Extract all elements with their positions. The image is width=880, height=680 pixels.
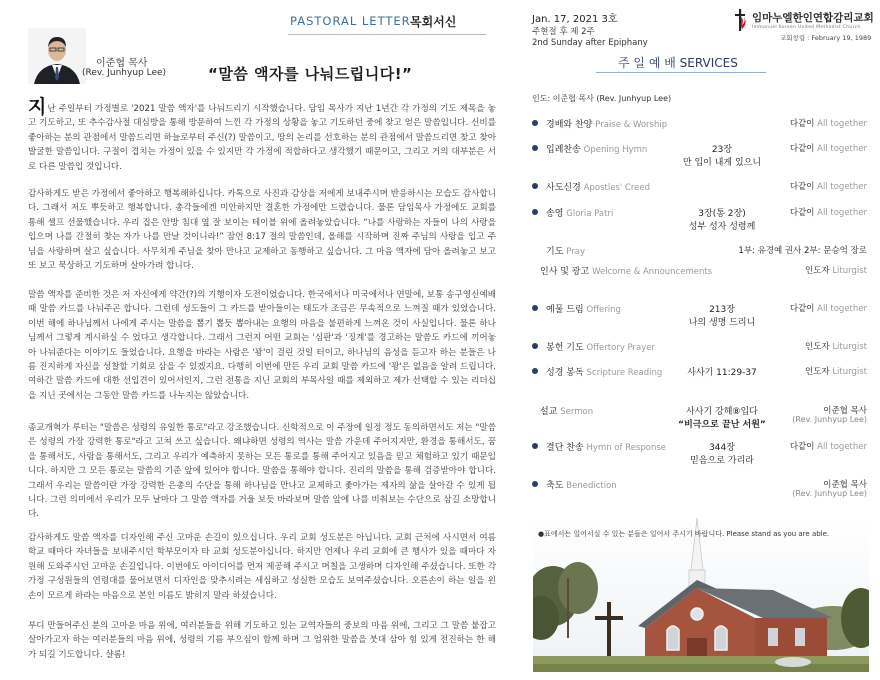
- order-item: [532, 440, 867, 466]
- item-by-en: Liturgist: [832, 266, 867, 276]
- item-by-en: All together: [817, 208, 867, 218]
- item-en: Offering: [586, 305, 621, 315]
- item-en: Opening Hymn: [583, 145, 648, 155]
- item-ko: 봉헌 기도: [546, 343, 584, 353]
- liturgical-week-en: 2nd Sunday after Epiphany: [532, 38, 648, 48]
- item-ko: 예물 드림: [546, 305, 584, 315]
- item-by: 다같이: [789, 208, 815, 218]
- pastor-name: 이준협 목사: [96, 58, 148, 69]
- item-by: 다같이: [789, 182, 815, 192]
- sermon-title: “비극으로 끝난 서원”: [678, 420, 766, 430]
- church-name: 임마누엘한인연합감리교회: [752, 12, 874, 24]
- item-by-en: (Rev. Junhyup Lee): [792, 489, 867, 498]
- item-by-en: All together: [817, 304, 867, 314]
- order-item: [532, 142, 867, 168]
- letter-paragraph-5: 감사하게도 말씀 액자를 디자인해 주신 고마운 손길이 있으십니다. 우리 교회 성도분은 아닙니다. 교회 근처에 사시면서 여름학교 때마다 자녀들을 보내주시던 학부모이자 타 교회 성도분이십니다. 하지만 언제나 우리 교회에 큰 행사가 있을 때마다 자원해 도와주시던 고마운 손길입니다. 이번에도 아이디어를 먼저 제공해 주시고 며칠을 고생하며 디자인해 주셨습니다. 또한 각 가정 구성원들의 연령대를 물어보면서 디자인을 맞추시려는 세심하고 성실한 모습도 보여주셨습니다. 오른손이 하는 일을 왼손이 모르게 하라는 마음으로 본인 이름도 밝히지 말라 하셨습니다.: [28, 533, 496, 601]
- item-by: 인도자: [804, 266, 830, 276]
- item-en: Praise & Worship: [595, 120, 668, 130]
- item-by: 인도자: [804, 367, 830, 377]
- bulletin-date: Jan. 17, 2021 3호: [532, 14, 618, 25]
- letter-paragraph-6: 부디 만들어주신 분의 고마운 마음 위에, 여러분들을 위해 기도하고 있는 교역자들의 중보의 마음 위에, 그리고 그 말씀 붙잡고 살아가고자 하는 여러분들의 마음 위에, 성령의 기름 부으심이 함께 하며 그 엄위한 말씀을 붓대 삼아 힘 있게 전진하는 한 해가 되길 기도합니다. 샬롬!: [28, 621, 496, 660]
- stand-bullet-icon: [532, 183, 538, 189]
- letter-paragraph-2: 감사하게도 받은 가정에서 좋아하고 행복해하십니다. 카톡으로 사진과 감상을 저에게 보내주시며 반응하시는 모습도 감사합니다. 그래서 저도 뿌듯하고 행복합니다. 총각들에겐 미안하지만 결혼한 가정에만 드렸습니다. 물론 담임목사 가정에도 교회를 통해 셀프 선물했습니다. 우리 집은 안방 침대 옆 잘 보이는 테이블 위에 올려놓았습니다. “나를 사랑하는 자들이 나의 사랑을 입으며 나를 간절히 찾는 자가 나를 만날 것이니라!” 잠언 8:17 절의 말씀인데, 올해를 시작하며 진짜 주님의 사랑을 입고 주님을 사랑하며 살고 싶습니다. 사무치게 주님을 찾아 만나고 교제하고 동행하고 싶습니다. 그 마음 액자에 담아 올려놓고 보고 또 보고 묵상하고 기도하며 살아가려 합니다.: [28, 189, 496, 272]
- letter-heading-en: PASTORAL LETTER: [290, 14, 411, 28]
- item-by-en: Liturgist: [832, 367, 867, 377]
- item-by: 다같이: [789, 304, 815, 314]
- order-item: [532, 180, 867, 200]
- order-item: [532, 244, 867, 264]
- hymn-number: 23장: [711, 145, 733, 155]
- item-en: Offertory Prayer: [586, 343, 655, 353]
- church-building-photo: [533, 518, 869, 672]
- hymn-title: 만 입이 내게 있으니: [682, 158, 762, 168]
- sermon-series: 사사기 강해⑧입다: [686, 407, 758, 417]
- order-item: [532, 340, 867, 360]
- item-by: 다같이: [789, 119, 815, 129]
- hymn-title: 성부 성자 성령께: [688, 222, 756, 232]
- stand-bullet-icon: [532, 120, 538, 126]
- item-by-en: All together: [817, 442, 867, 452]
- hymn-title: 믿음으로 가리라: [690, 456, 754, 466]
- service-leader: 인도: 이준협 목사 (Rev. Junhyup Lee): [532, 94, 672, 103]
- stand-notice: ●표에서는 일어서실 수 있는 분들은 일어서 주시기 바랍니다. Please stand as you are able.: [538, 530, 830, 538]
- item-ko: 성경 봉독: [546, 368, 584, 378]
- order-item: [532, 478, 867, 508]
- item-en: Hymn of Response: [586, 443, 667, 453]
- hymn-number: 3장(통 2장): [698, 209, 746, 219]
- liturgical-week: 주현절 후 제 2주: [532, 27, 595, 37]
- item-by-en: All together: [817, 182, 867, 192]
- letter-title: “말씀 액자를 나눠드립니다!”: [208, 65, 413, 83]
- services-title: 주 일 예 배 SERVICES: [618, 56, 738, 70]
- item-en: Scripture Reading: [586, 368, 663, 378]
- item-ko: 입례찬송: [546, 145, 581, 155]
- stand-bullet-icon: [532, 209, 538, 215]
- letter-paragraph-4: 종교개혁가 루터는 "말씀은 성령의 유일한 통로"라고 강조했습니다. 신학적으로 이 주장에 일정 정도 동의하면서도 저는 "말씀은 성령의 가장 강력한 통로"라고 고쳐 쓰고 싶습니다. 왜냐하면 성령의 역사는 말씀 가운데 주어지지만, 환경을 통해서도, 꿈을 통해서도, 사람을 통해서도, 그리고 우리가 예측하지 못하는 모든 통로를 통해 주어지고 있음을 믿고 체험하고 있기 때문입니다. 하지만 그 모든 통로는 말씀의 기준 앞에 있어야 합니다. 말씀을 통해야 합니다. 진리의 말씀을 통해 검증받아야 합니다. 그래서 우리는 말씀이란 가장 강력한 은총의 수단을 통해 하나님을 만나고 교제하고 좇아가는 제자의 삶을 살아갈 수 있게 됩니다. 그런 의미에서 우리가 모두 날마다 그 말씀 액자를 거울 보듯 바라보며 말씀 앞에 나를 비춰보는 수단으로 삼길 소망합니다.: [28, 423, 496, 520]
- item-en: Pray: [566, 247, 585, 257]
- item-by: 이준협 목사: [823, 406, 867, 416]
- item-en: Apostles' Creed: [583, 183, 650, 193]
- stand-bullet-icon: [532, 443, 538, 449]
- order-item: [532, 404, 867, 434]
- services-divider: [596, 72, 766, 73]
- hymn-title: 나의 생명 드리니: [688, 318, 756, 328]
- stand-bullet-icon: [532, 305, 538, 311]
- letter-paragraph-3: 말씀 액자를 준비한 것은 저 자신에게 약간(?)의 기행이자 도전이었습니다. 한국에서나 미국에서나 연말에, 보통 송구영신예배 때 말씀 카드를 나눠주곤 합니다. 그런데 성도들이 그 카드를 받아들이는 태도가 조금은 무속적으로 느껴질 때가 있었습니다. 이번 해에 하나님께서 나에게 주시는 말씀을 뽑기 뽑듯 뽑아내는 요행의 마음을 불편하게 느껴온 것이 사실입니다. 물론 하나님께서 그렇게 계시하실 수 었다고 생각합니다. 그래서 그런지 어떤 교회는 '심판'과 '징계'를 경고하는 말씀도 카드에 끼어놓아 나눠준다는 이야기도 들었습니다. 요행을 바라는 사람은 '꽝'이 걸린 것일 터이고, 하나님의 음성을 듣고자 하는 분들은 나름 진지하게 자신을 성찰할 기회로 삼을 수 있겠지요. 다행히 이번에 만든 우리 교회 말씀 카드에 '꽝'은 없음을 알려 드립니다. 여하간 말씀 카드에 대한 선입견이 있어서인지, 그런 전통을 지닌 교회의 부목사일 때를 제외하고 제가 선택할 수 있는 리더십을 지닌 곳에서는 그동안 말씀 카드를 나누지는 않았습니다.: [28, 290, 496, 401]
- letter-heading-ko: 목회서신: [410, 15, 457, 29]
- item-ko: 축도: [546, 481, 564, 491]
- order-item: [532, 365, 867, 385]
- church-name-en: Immanuel Korean United Methodist Church: [752, 25, 861, 30]
- letter-paragraph-1: [28, 96, 496, 174]
- item-en: Benediction: [566, 481, 617, 491]
- item-by: 다같이: [789, 442, 815, 452]
- item-by: 다같이: [789, 144, 815, 154]
- item-ko: 사도신경: [546, 183, 581, 193]
- order-item: [532, 117, 867, 137]
- item-by-en: Liturgist: [832, 342, 867, 352]
- item-ko: 기도: [546, 247, 564, 257]
- item-en: Sermon: [560, 407, 594, 417]
- item-by-en: All together: [817, 119, 867, 129]
- item-ko: 경배와 찬양: [546, 120, 593, 130]
- church-founded: 교회창립 : February 19, 1989: [780, 34, 872, 42]
- item-en: Welcome & Announcements: [592, 267, 713, 277]
- stand-bullet-icon: [532, 481, 538, 487]
- cross-flame-logo-icon: [734, 9, 748, 31]
- paragraph-text: 난 주일부터 가정별로 '2021 말씀 액자'를 나눠드리기 시작했습니다. 담임 목사가 지난 1년간 각 가정의 기도 제목을 놓고 기도하고, 또 추수감사절 대심방을 통해 방문하여 느낀 각 가정의 상황을 놓고 기도하던 중에 찾고 얻은 말씀입니다. 신비를 좋아하는 분의 관점에서 말씀드리면 하늘로부터 주신(?) 말씀이고, 땅의 논리를 선호하는 분의 관점에서 말씀드리면 찾고 찾아 발굴한 말씀입니다. 구절이 겹치는 가정이 있을 수 있지만 각 가정에 적합하다고 생각했기 때문이고, 그리고 거의 대부분은 서로 다른 말씀입 것입니다.: [28, 104, 496, 172]
- item-ko: 설교: [540, 407, 558, 417]
- hymn-number: 213장: [709, 305, 735, 315]
- item-ko: 송영: [546, 209, 564, 219]
- scripture-reference: 사사기 11:29-37: [687, 368, 757, 378]
- hymn-number: 344장: [709, 443, 735, 453]
- order-item: [532, 206, 867, 232]
- heading-divider: [288, 34, 486, 35]
- item-ko: 인사 및 광고: [540, 267, 590, 277]
- item-by-en: All together: [817, 144, 867, 154]
- drop-cap: 지: [28, 96, 47, 118]
- order-item: [532, 302, 867, 328]
- stand-bullet-icon: [532, 343, 538, 349]
- item-by-en: (Rev. Junhyup Lee): [792, 415, 867, 424]
- prayer-leaders: 1부: 유경예 권사 2부: 문승억 장로: [738, 246, 867, 256]
- pastor-name-en: (Rev. Junhyup Lee): [82, 68, 167, 78]
- item-by: 이준협 목사: [823, 480, 867, 490]
- item-ko: 결단 찬송: [546, 443, 584, 453]
- pastor-photo: [28, 28, 86, 84]
- item-by: 인도자: [804, 342, 830, 352]
- item-en: Gloria Patri: [566, 209, 614, 219]
- order-item: [532, 264, 867, 284]
- stand-bullet-icon: [532, 145, 538, 151]
- stand-bullet-icon: [532, 368, 538, 374]
